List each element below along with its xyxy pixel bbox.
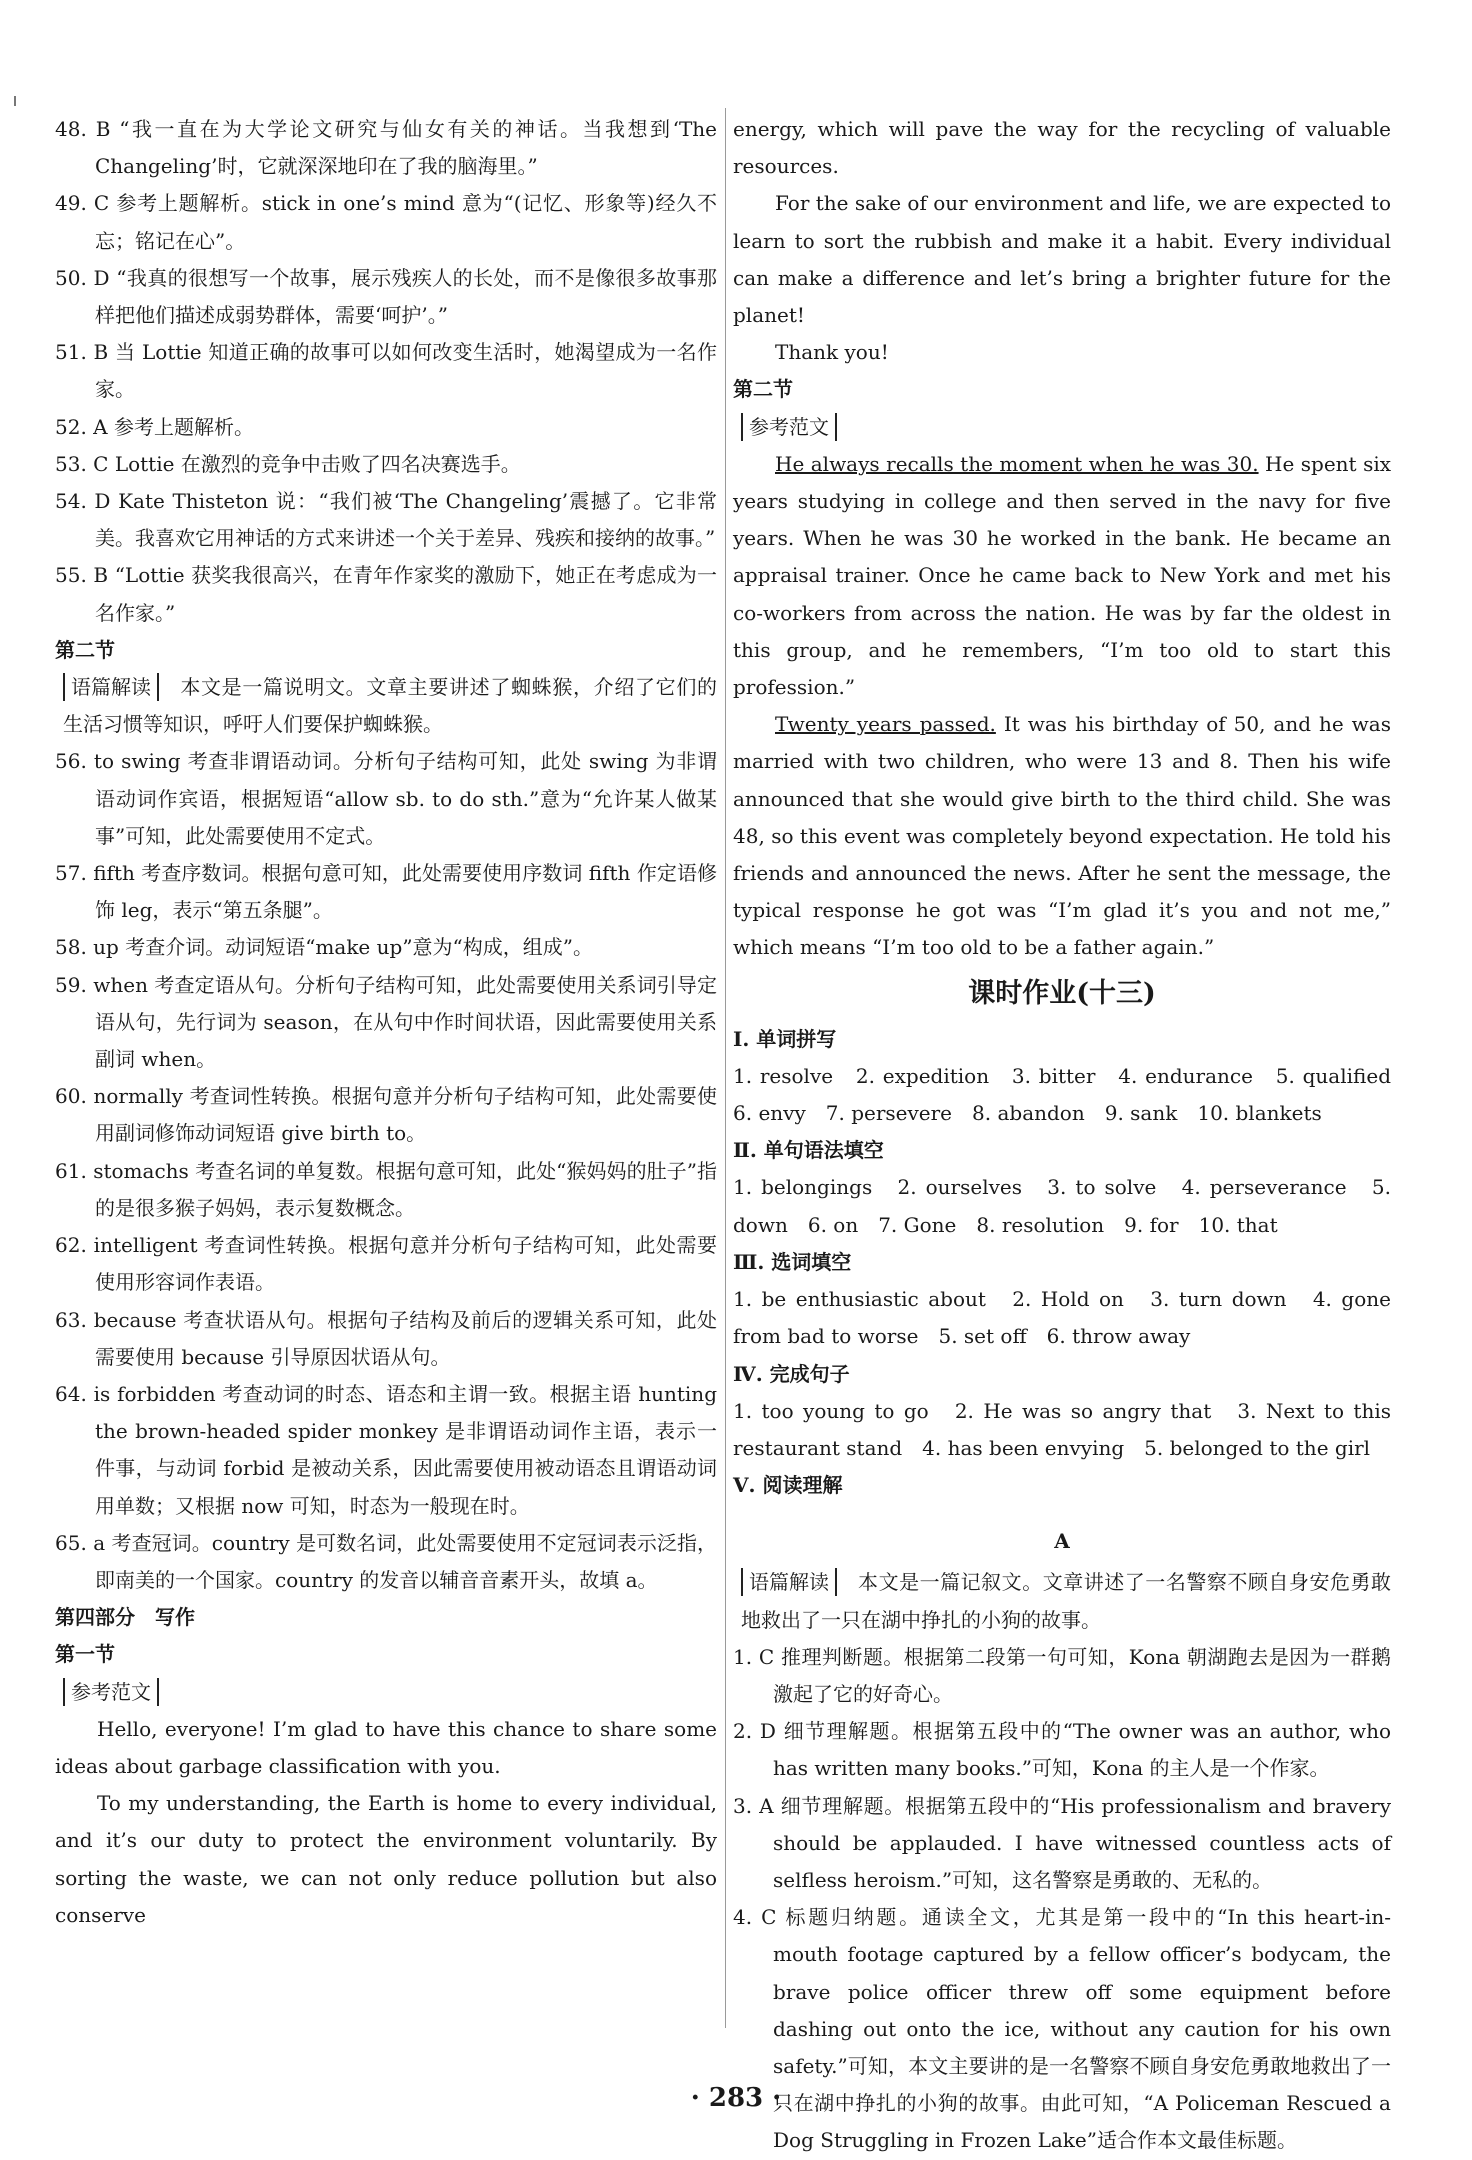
- bracket-block: [55, 669, 717, 743]
- section-heading: Ⅴ. 阅读理解: [733, 1473, 843, 1498]
- section-heading: 第一节: [55, 1642, 115, 1667]
- answer-item: 51. B 当 Lottie 知道正确的故事可以如何改变生活时，她渴望成为一名作家。: [55, 340, 717, 402]
- bracket-label: 语篇解读: [741, 1568, 837, 1596]
- text-line: energy, which will pave the way for the recycling of valuable resources.: [733, 117, 1391, 179]
- section-heading: Ⅲ. 选词填空: [733, 1249, 852, 1274]
- answer-item: 50. D “我真的很想写一个故事，展示残疾人的长处，而不是像很多故事那样把他们描述成弱势群体，需要‘呵护’。”: [55, 265, 717, 328]
- answer-item: 55. B “Lottie 获奖我很高兴，在青年作家奖的激励下，她正在考虑成为一名作家。”: [55, 563, 717, 625]
- essay-paragraph: Thank you!: [775, 340, 889, 365]
- paragraph-text: It was his birthday of 50, and he was married with two children, who were 13 and 8. Then his wife announced that she would give birth to the third child. She was 48, so this event was completely beyond expectation. He told his friends and announced the news. After he sent the message, the typical response he got was “I’m glad it’s you and not me,” which means “I’m too old to be a father again.”: [733, 712, 1391, 960]
- answer-item: 52. A 参考上题解析。: [55, 414, 254, 439]
- answer-item: 63. because 考查状语从句。根据句子结构及前后的逻辑关系可知，此处需要使用 because 引导原因状语从句。: [55, 1307, 717, 1369]
- section-heading: Ⅰ. 单词拼写: [733, 1026, 837, 1051]
- answer-item: 3. A 细节理解题。根据第五段中的“His professionalism and bravery should be applauded. I have witnessed countless acts of selfless heroism.”可知，这名警察是勇敢的、无私的。: [733, 1793, 1391, 1892]
- section-heading: Ⅱ. 单句语法填空: [733, 1138, 884, 1163]
- answer-item: 4. C 标题归纳题。通读全文，尤其是第一段中的“In this heart-in-mouth footage captured by a fellow officer’s bodycam, the brave police officer threw off some equipment before dashing out onto the ice, without any caution for his own safety.”可知，本文主要讲的是一名警察不顾自身安危勇敢地救出了一只在湖中挣扎的小狗的故事。由此可知，“A Policeman Rescued a Dog Struggling in Frozen Lake”适合作本文最佳标题。: [733, 1905, 1391, 2153]
- answer-item: 59. when 考查定语从句。分析句子结构可知，此处需要使用关系词引导定语从句，先行词为 season，在从句中作时间状语，因此需要使用关系副词 when。: [55, 972, 717, 1072]
- answer-item: 2. D 细节理解题。根据第五段中的“The owner was an author, who has written many books.”可知，Kona 的主人是一个作家。: [733, 1719, 1391, 1781]
- section-heading: Ⅳ. 完成句子: [733, 1361, 850, 1386]
- text-line: 1. be enthusiastic about 2. Hold on 3. turn down 4. gone from bad to worse 5. set off 6. throw away: [733, 1287, 1391, 1349]
- bracket-block: [733, 409, 1391, 446]
- bracket-block: [733, 1564, 1391, 1638]
- margin-mark: [14, 96, 16, 106]
- section-heading: 第四部分 写作: [55, 1605, 195, 1630]
- answer-item: 57. fifth 考查序数词。根据句意可知，此处需要使用序数词 fifth 作定语修饰 leg，表示“第五条腿”。: [55, 861, 717, 923]
- essay-paragraph: To my understanding, the Earth is home to every individual, and it’s our duty to protect the environment voluntarily. By sorting the waste, we can not only reduce pollution but also conserve: [55, 1791, 717, 1927]
- answer-item: 54. D Kate Thisteton 说：“我们被‘The Changeling’震撼了。它非常美。我喜欢它用神话的方式来讲述一个关于差异、残疾和接纳的故事。”: [55, 489, 717, 551]
- answer-item: 64. is forbidden 考查动词的时态、语态和主谓一致。根据主语 hunting the brown-headed spider monkey 是非谓语动词作主语，表示一件事，与动词 forbid 是被动关系，因此需要使用被动语态且谓语动词用单数；又根据 now 可知，时态为一般现在时。: [55, 1381, 717, 1518]
- bracket-block: [55, 1674, 717, 1711]
- answer-item: 1. C 推理判断题。根据第二段第一句可知，Kona 朝湖跑去是因为一群鹅激起了它的好奇心。: [733, 1644, 1391, 1706]
- page-number: · 283 ·: [690, 2083, 782, 2113]
- column-divider: [725, 108, 726, 2028]
- essay-paragraph: [733, 706, 1391, 966]
- passage-label: A: [1054, 1529, 1070, 1554]
- answer-item: 65. a 考查冠词。country 是可数名词，此处需要使用不定冠词表示泛指，即南美的一个国家。country 的发音以辅音音素开头，故填 a。: [55, 1530, 717, 1592]
- answer-item: 49. C 参考上题解析。stick in one’s mind 意为“(记忆、形象等)经久不忘；铭记在心”。: [55, 191, 717, 253]
- lesson-title: 课时作业(十三): [968, 977, 1156, 1009]
- underlined-sentence: He always recalls the moment when he was 30.: [775, 451, 1259, 476]
- right-column: [733, 111, 1411, 2160]
- bracket-label: 语篇解读: [63, 673, 159, 701]
- text-line: 1. resolve 2. expedition 3. bitter 4. endurance 5. qualified 6. envy 7. persevere 8. abandon 9. sank 10. blankets: [733, 1063, 1411, 1126]
- answer-item: 53. C Lottie 在激烈的竞争中击败了四名决赛选手。: [55, 451, 521, 476]
- text-line: 1. too young to go 2. He was so angry that 3. Next to this restaurant stand 4. has been envying 5. belonged to the girl: [733, 1398, 1391, 1460]
- essay-paragraph: Hello, everyone! I’m glad to have this chance to share some ideas about garbage classification with you.: [55, 1716, 717, 1778]
- section-heading: 第二节: [733, 377, 793, 402]
- answer-item: 60. normally 考查词性转换。根据句意并分析句子结构可知，此处需要使用副词修饰动词短语 give birth to。: [55, 1084, 717, 1146]
- answer-item: 48. B “我一直在为大学论文研究与仙女有关的神话。当我想到‘The Changeling’时，它就深深地印在了我的脑海里。”: [55, 117, 717, 179]
- answer-item: 58. up 考查介词。动词短语“make up”意为“构成，组成”。: [55, 935, 593, 960]
- essay-paragraph: [733, 446, 1391, 706]
- paragraph-text: He spent six years studying in college and then served in the navy for five years. When he was 30 he worked in the bank. He became an appraisal trainer. Once he came back to New York and met his co-workers from across the nation. He was by far the oldest in this group, and he remembers, “I’m too old to start this profession.”: [733, 451, 1392, 700]
- section-heading: 第二节: [55, 637, 115, 662]
- bracket-text: 本文是一篇说明文。文章主要讲述了蜘蛛猴，介绍了它们的生活习惯等知识，呼吁人们要保护蜘蛛猴。: [63, 675, 718, 737]
- text-line: 1. belongings 2. ourselves 3. to solve 4. perseverance 5. down 6. on 7. Gone 8. resolution 9. for 10. that: [733, 1175, 1391, 1237]
- bracket-label: 参考范文: [63, 1678, 159, 1706]
- bracket-label: 参考范文: [741, 413, 837, 441]
- underlined-sentence: Twenty years passed.: [775, 712, 996, 737]
- left-column: [55, 111, 717, 1934]
- bracket-text: 本文是一篇记叙文。文章讲述了一名警察不顾自身安危勇敢地救出了一只在湖中挣扎的小狗的故事。: [741, 1570, 1392, 1632]
- answer-item: 61. stomachs 考查名词的单复数。根据句意可知，此处“猴妈妈的肚子”指的是很多猴子妈妈，表示复数概念。: [55, 1158, 717, 1220]
- essay-paragraph: For the sake of our environment and life, we are expected to learn to sort the rubbish and make it a habit. Every individual can make a difference and let’s bring a brighter future for the planet!: [733, 191, 1391, 328]
- answer-item: 62. intelligent 考查词性转换。根据句意并分析句子结构可知，此处需要使用形容词作表语。: [55, 1233, 717, 1295]
- answer-item: 56. to swing 考查非谓语动词。分析句子结构可知，此处 swing 为非谓语动词作宾语，根据短语“allow sb. to do sth.”意为“允许某人做某事”可知，此处需要使用不定式。: [55, 749, 717, 848]
